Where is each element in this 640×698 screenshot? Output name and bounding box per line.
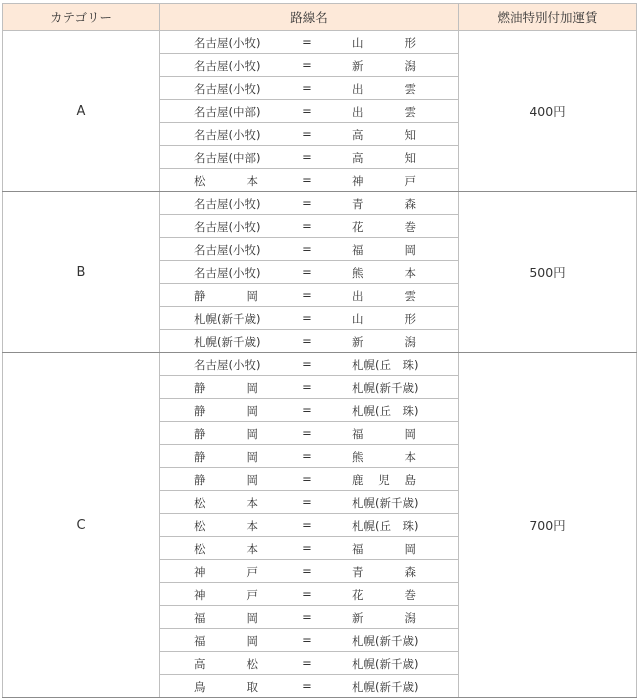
route-destination: 出 雲 [352, 105, 416, 119]
route-destination: 福 岡 [352, 542, 416, 556]
route-destination: 札幌(新千歳) [352, 496, 419, 510]
route-origin: 松 本 [194, 519, 258, 533]
header-category: カテゴリー [3, 4, 160, 31]
route-cell [160, 468, 459, 491]
route-cell [160, 146, 459, 169]
route-cell [160, 284, 459, 307]
route-destination: 熊 本 [352, 266, 416, 280]
table-body [3, 31, 637, 698]
route-separator: = [302, 610, 312, 624]
route-origin: 高 松 [194, 657, 258, 671]
route-origin: 名古屋(小牧) [194, 36, 261, 50]
route-origin: 名古屋(中部) [194, 105, 261, 119]
category-cell: C [3, 353, 160, 698]
route-destination: 札幌(新千歳) [352, 634, 419, 648]
route-separator: = [302, 58, 312, 72]
route-origin: 静 岡 [194, 381, 258, 395]
route-cell [160, 583, 459, 606]
route-destination: 札幌(丘 珠) [352, 358, 419, 372]
route-destination: 福 岡 [352, 427, 416, 441]
route-separator: = [302, 357, 312, 371]
route-cell [160, 330, 459, 353]
route-origin: 名古屋(小牧) [194, 220, 261, 234]
route-separator: = [302, 564, 312, 578]
route-cell [160, 261, 459, 284]
route-cell [160, 169, 459, 192]
route-origin: 静 岡 [194, 289, 258, 303]
route-origin: 名古屋(中部) [194, 151, 261, 165]
category-cell: A [3, 31, 160, 192]
route-destination: 熊 本 [352, 450, 416, 464]
route-origin: 鳥 取 [194, 680, 258, 694]
route-separator: = [302, 633, 312, 647]
route-separator: = [302, 403, 312, 417]
route-destination: 神 戸 [352, 174, 416, 188]
route-origin: 福 岡 [194, 634, 258, 648]
header-row [3, 4, 637, 31]
route-origin: 名古屋(小牧) [194, 59, 261, 73]
route-destination: 青 森 [352, 197, 416, 211]
route-destination: 青 森 [352, 565, 416, 579]
route-cell [160, 54, 459, 77]
route-destination: 札幌(新千歳) [352, 680, 419, 694]
route-origin: 名古屋(小牧) [194, 82, 261, 96]
route-cell [160, 675, 459, 698]
route-destination: 出 雲 [352, 289, 416, 303]
route-separator: = [302, 541, 312, 555]
route-separator: = [302, 173, 312, 187]
route-cell [160, 399, 459, 422]
route-separator: = [302, 35, 312, 49]
route-destination: 福 岡 [352, 243, 416, 257]
route-cell [160, 192, 459, 215]
header-route: 路線名 [160, 4, 459, 31]
route-cell [160, 537, 459, 560]
route-origin: 松 本 [194, 174, 258, 188]
route-separator: = [302, 288, 312, 302]
route-separator: = [302, 449, 312, 463]
route-origin: 神 戸 [194, 565, 258, 579]
route-separator: = [302, 104, 312, 118]
route-origin: 松 本 [194, 542, 258, 556]
category-cell: B [3, 192, 160, 353]
route-cell [160, 238, 459, 261]
route-separator: = [302, 150, 312, 164]
route-separator: = [302, 587, 312, 601]
route-cell [160, 491, 459, 514]
route-cell [160, 445, 459, 468]
route-cell [160, 215, 459, 238]
route-destination: 札幌(新千歳) [352, 381, 419, 395]
route-destination: 山 形 [352, 312, 416, 326]
route-separator: = [302, 219, 312, 233]
table-row [3, 353, 637, 376]
route-separator: = [302, 679, 312, 693]
route-destination: 花 巻 [352, 588, 416, 602]
route-destination: 新 潟 [352, 335, 416, 349]
route-cell [160, 307, 459, 330]
surcharge-cell: 700円 [459, 353, 637, 698]
route-origin: 札幌(新千歳) [194, 335, 261, 349]
table-row [3, 31, 637, 54]
route-destination: 花 巻 [352, 220, 416, 234]
route-destination: 新 潟 [352, 59, 416, 73]
route-origin: 静 岡 [194, 404, 258, 418]
route-destination: 出 雲 [352, 82, 416, 96]
route-origin: 名古屋(小牧) [194, 243, 261, 257]
surcharge-cell: 500円 [459, 192, 637, 353]
route-cell [160, 376, 459, 399]
route-separator: = [302, 127, 312, 141]
route-origin: 松 本 [194, 496, 258, 510]
route-separator: = [302, 265, 312, 279]
route-cell [160, 123, 459, 146]
route-cell [160, 31, 459, 54]
route-cell [160, 560, 459, 583]
route-separator: = [302, 242, 312, 256]
route-destination: 高 知 [352, 128, 416, 142]
route-cell [160, 353, 459, 376]
route-origin: 名古屋(小牧) [194, 266, 261, 280]
route-destination: 札幌(丘 珠) [352, 519, 419, 533]
route-origin: 名古屋(小牧) [194, 197, 261, 211]
route-origin: 静 岡 [194, 427, 258, 441]
route-origin: 静 岡 [194, 473, 258, 487]
route-separator: = [302, 495, 312, 509]
route-separator: = [302, 311, 312, 325]
route-origin: 名古屋(小牧) [194, 128, 261, 142]
route-separator: = [302, 656, 312, 670]
surcharge-cell: 400円 [459, 31, 637, 192]
route-separator: = [302, 196, 312, 210]
route-cell [160, 422, 459, 445]
route-destination: 新 潟 [352, 611, 416, 625]
route-destination: 山 形 [352, 36, 416, 50]
route-separator: = [302, 334, 312, 348]
route-origin: 福 岡 [194, 611, 258, 625]
route-separator: = [302, 380, 312, 394]
route-cell [160, 514, 459, 537]
route-separator: = [302, 472, 312, 486]
route-origin: 神 戸 [194, 588, 258, 602]
route-destination: 札幌(丘 珠) [352, 404, 419, 418]
route-cell [160, 100, 459, 123]
route-destination: 鹿児島 [352, 473, 416, 487]
route-origin: 札幌(新千歳) [194, 312, 261, 326]
route-cell [160, 652, 459, 675]
fuel-surcharge-table [2, 3, 637, 698]
header-surcharge: 燃油特別付加運賃 [459, 4, 637, 31]
route-cell [160, 606, 459, 629]
route-separator: = [302, 518, 312, 532]
route-origin: 名古屋(小牧) [194, 358, 261, 372]
route-destination: 高 知 [352, 151, 416, 165]
table-row [3, 192, 637, 215]
route-separator: = [302, 81, 312, 95]
route-cell [160, 77, 459, 100]
route-destination: 札幌(新千歳) [352, 657, 419, 671]
route-origin: 静 岡 [194, 450, 258, 464]
route-cell [160, 629, 459, 652]
route-separator: = [302, 426, 312, 440]
